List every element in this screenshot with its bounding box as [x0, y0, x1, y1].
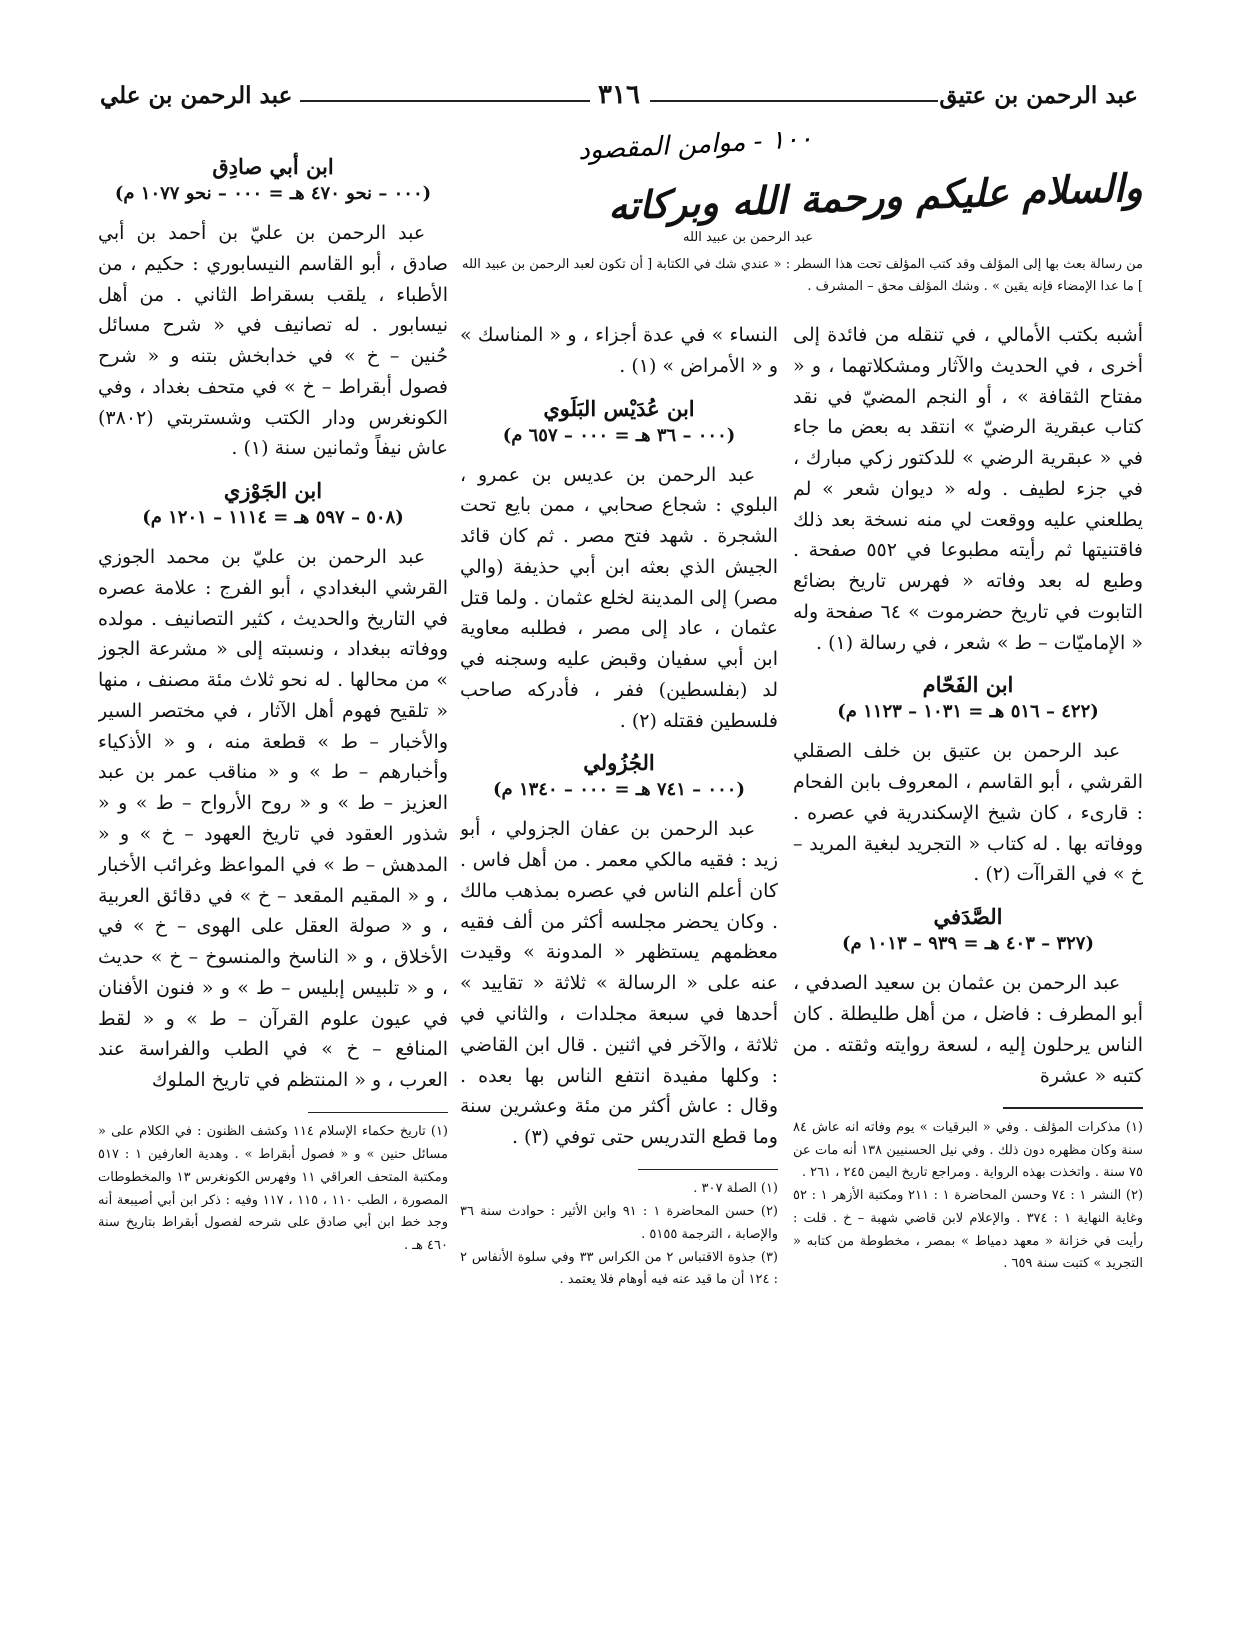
- entry-title: ابن عُدَيْس البَلَوي: [543, 395, 695, 421]
- footnote: (٢) النشر ١ : ٧٤ وحسن المحاضرة ١ : ٢١١ ومكتبة الأزهر ١ : ٥٢ وغاية النهاية ١ : ٣٧٤ . والإعلام لابن قاضي شهبة – خ . قلت : رأيت في خزانة « معهد دمياط » بمصر ، مخطوطة من كتابه « التجريد » كتبت سنة ٦٥٩ .: [793, 1188, 1143, 1272]
- entry-title: ابن أبي صادِق: [212, 154, 334, 179]
- letter-caption: من رسالة بعث بها إلى المؤلف وقد كتب المؤلف تحت هذا السطر : « عندي شك في الكتابة [ أن تكون لعبد الرحمن بن عبيد الله ] ما عدا الإمضاء فإنه يقين » . وشك المؤلف محق – المشرف .: [462, 257, 1143, 295]
- handwritten-letter-excerpt: [461, 123, 1144, 295]
- entry-text: عبد الرحمن بن عليّ بن محمد الجوزي القرشي البغدادي ، أبو الفرج : علامة عصره في التاريخ والحديث ، كثير التصانيف . مولده ووفاته ببغداد ، ونسبته إلى « مشرعة الجوز » من محالها . له نحو ثلاث مئة مصنف ، منها « تلقيح فهوم أهل الآثار ، في مختصر السير والأخبار – ط » قطعة منه ، و « الأذكياء وأخبارهم – ط » و « مناقب عمر بن عبد العزيز – ط » و « روح الأرواح – ط » و « شذور العقود في تاريخ العهود – خ » و « المدهش – ط » في المواعظ وغرائب الأخبار ، و « المقيم المقعد – خ » في دقائق العربية ، و « صولة العقل على الهوى – خ » في الأخلاق ، و « الناسخ والمنسوخ – خ » حديث ، و « تلبيس إبليس – ط » و « فنون الأفنان في عيون علوم القرآن – ط » و « لقط المنافع – خ » في الطب والفراسة عند العرب ، و « المنتظم في تاريخ الملوك: [98, 546, 448, 1092]
- column-right: [793, 320, 1143, 1579]
- entry-dates: (٣٢٧ – ٤٠٣ هـ = ٩٣٩ – ١٠١٣ م): [842, 933, 1094, 955]
- continued-paragraph: النساء » في عدة أجزاء ، و « المناسك » و « الأمراض » (١) .: [460, 324, 778, 377]
- page-header: [100, 82, 1138, 116]
- continued-paragraph: أشبه بكتب الأمالي ، في تنقله من فائدة إلى أخرى ، في الحديث والآثار ومشكلاتهما ، و « مفتاح الثقافة » ، أو النجم المضيّ في نقد كتاب عبقرية الرضيّ » انتقد به بعض ما جاء في « عبقرية الرضي » للدكتور زكي مبارك ، في جزء لطيف . وله « ديوان شعر » لم يطلعني عليه ووقعت لي منه نسخة بعد ذلك فاقتنيتها ثم رأيته مطبوعا في ٥٥٢ صفحة . وطبع له بعد وفاته « فهرس تاريخ بضائع التابوت في تاريخ حضرموت » ٦٤ صفحة وله « الإماميّات – ط » شعر ، في رسالة (١) .: [793, 324, 1143, 654]
- entry-title: ابن الجَوْزي: [223, 478, 323, 504]
- entry-text: عبد الرحمن بن عديس بن عمرو ، البلوي : شجاع صحابي ، ممن بايع تحت الشجرة . شهد فتح مصر . ثم كان قائد الجيش الذي بعثه ابن أبي حذيفة (والي مصر) إلى المدينة لخلع عثمان . ولما قتل عثمان ، عاد إلى مصر ، فطلبه معاوية ابن أبي سفيان وقبض عليه وسجنه في لد (بفلسطين) ففر ، فأدركه صاحب فلسطين فقتله (٢) .: [460, 463, 778, 732]
- entry-text: عبد الرحمن بن عثمان بن سعيد الصدفي ، أبو المطرف : فاضل ، من أهل طليطلة . كان الناس يرحلون إليه ، لسعة روايته وثقته . من كتبه « عشرة: [793, 972, 1143, 1087]
- footnote-rule: [1003, 1107, 1143, 1109]
- running-head-left: عبد الرحمن بن علي: [100, 82, 293, 109]
- running-head-right: عبد الرحمن بن عتيق: [939, 82, 1138, 109]
- footnote-rule: [308, 1112, 448, 1114]
- letter-signature: عبد الرحمن بن عبيد الله: [682, 230, 813, 245]
- footnote: (١) تاريخ حكماء الإسلام ١١٤ وكشف الظنون : في الكلام على « مسائل حنين » و « فصول أبقراط » . وهدية العارفين ١ : ٥١٧ ومكتبة المتحف العراقي ١١ وفهرس الكونغرس ١٣ والمخطوطات المصورة ، الطب ١١٠ ، ١١٥ ، ١١٧ وفيه : ذكر ابن أبي أصيبعة أنه وجد خط ابن أبي صادق على شرحه لفصول أبقراط بتاريخ سنة ٤٦٠ هـ .: [98, 1124, 448, 1254]
- column-left: [98, 140, 448, 1579]
- footnote: (٢) حسن المحاضرة ١ : ٩١ وابن الأثير : حوادث سنة ٣٦ والإصابة ، الترجمة ٥١٥٥ .: [460, 1204, 778, 1242]
- entry-text: عبد الرحمن بن عتيق بن خلف الصقلي القرشي ، أبو القاسم ، المعروف بابن الفحام : قارىء ، كان شيخ الإسكندرية في عصره . ووفاته بها . له كتاب « التجريد لبغية المريد – خ » في القراآت (٢) .: [793, 740, 1143, 886]
- entry-text: عبد الرحمن بن عليّ بن أحمد بن أبي صادق ، أبو القاسم النيسابوري : حكيم ، من الأطباء ، يلقب بسقراط الثاني . من أهل نيسابور . له تصانيف في « شرح مسائل حُنين – خ » في خدابخش بتنه و « شرح فصول أبقراط – خ » في متحف بغداد ، وفي الكونغرس ودار الكتب وشستربتي (٣٨٠٢) عاش نيفاً وثمانين سنة (١) .: [98, 222, 448, 460]
- footnote-rule: [638, 1169, 778, 1171]
- footnote: (١) الصلة ٣٠٧ .: [693, 1181, 778, 1197]
- header-rule-right: [643, 100, 938, 102]
- handwriting-line-1: ١٠٠ - موامن المقصود: [577, 123, 814, 167]
- entry-dates: (٥٠٨ – ٥٩٧ هـ = ١١١٤ – ١٢٠١ م): [142, 507, 404, 529]
- footnote: (١) مذكرات المؤلف . وفي « البرقيات » يوم وفاته انه عاش ٨٤ سنة وكان مظهره دون ذلك . وفي نيل الحسنيين ١٣٨ أنه مات عن ٧٥ سنة . واتخذت بهذه الرواية . ومراجع تاريخ اليمن ٢٤٥ ، ٢٦١ .: [793, 1119, 1143, 1181]
- entry-dates: (٠٠٠ – نحو ٤٧٠ هـ = ٠٠٠ – نحو ١٠٧٧ م): [114, 183, 432, 204]
- entry-dates: (٠٠٠ – ٣٦ هـ = ٠٠٠ – ٦٥٧ م): [502, 424, 736, 446]
- header-rule-left: [300, 100, 590, 102]
- entry-dates: (٤٢٢ – ٥١٦ هـ = ١٠٣١ – ١١٢٣ م): [837, 701, 1099, 723]
- entry-title: الجُزُولي: [583, 750, 655, 776]
- entry-dates: (٠٠٠ – ٧٤١ هـ = ٠٠٠ – ١٣٤٠ م): [493, 779, 745, 801]
- page-number: ٣١٦: [588, 80, 650, 110]
- footnote: (٣) جذوة الاقتباس ٢ من الكراس ٣٣ وفي سلوة الأنفاس ٢ : ١٢٤ أن ما قيد عنه فيه أوهام فلا يعتمد .: [460, 1249, 778, 1288]
- handwriting-line-2: والسلام عليكم ورحمة الله وبركاته: [607, 164, 1144, 229]
- entry-title: ابن الفَحّام: [922, 672, 1014, 698]
- entry-title: الصَّدَفي: [933, 904, 1003, 930]
- entry-text: عبد الرحمن بن عفان الجزولي ، أبو زيد : فقيه مالكي معمر . من أهل فاس . كان أعلم الناس في عصره بمذهب مالك . وكان يحضر مجلسه أكثر من ألف فقيه معظمهم يستظهر « المدونة » وقيدت عنه على « الرسالة » ثلاثة « تقاييد » أحدها في سبعة مجلدات ، والثاني في ثلاثة ، والآخر في اثنين . قال ابن القاضي : وكلها مفيدة انتفع الناس بها بعده . وقال : عاش أكثر من مئة وعشرين سنة وما قطع التدريس حتى توفي (٣) .: [460, 818, 778, 1149]
- column-middle: [460, 320, 778, 1579]
